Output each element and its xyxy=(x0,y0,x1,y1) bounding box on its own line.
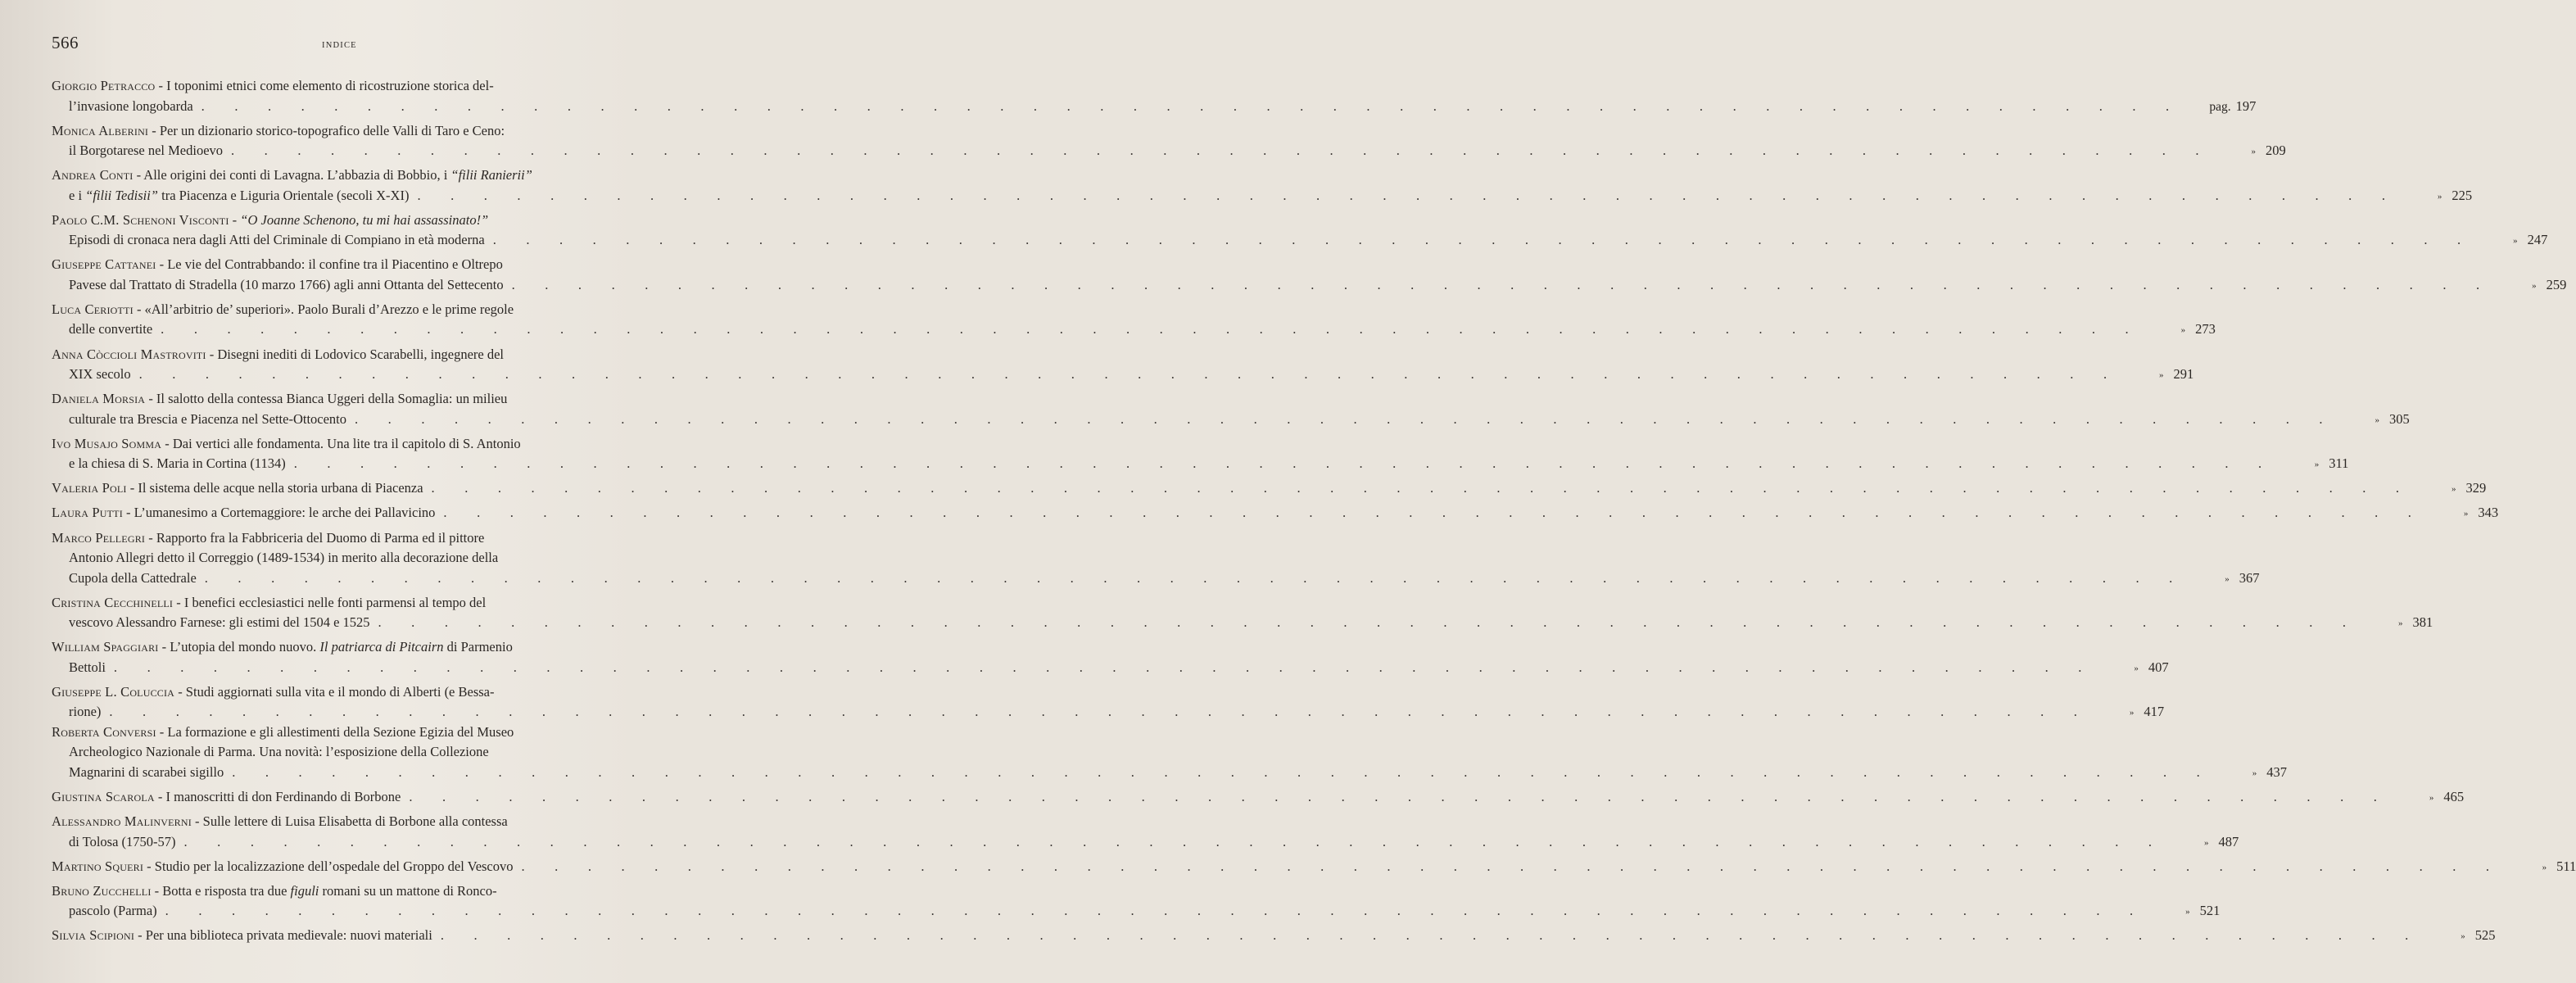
title-text: XIX secolo xyxy=(69,366,131,383)
entry-title: - Sulle lettere di Luisa Elisabetta di Borbone alla contessa xyxy=(195,813,508,829)
page-reference xyxy=(2175,832,2239,854)
entry-line xyxy=(52,548,621,569)
entry-title xyxy=(52,857,514,877)
entry-line xyxy=(52,637,621,658)
toc-entry xyxy=(52,812,2239,852)
entry-author: Alessandro Malinverni xyxy=(52,813,192,829)
entry-line xyxy=(52,658,2169,678)
title-text: vescovo Alessandro Farnese: gli estimi del 1504 e 1525 xyxy=(69,614,370,631)
entry-line xyxy=(52,702,2165,723)
title-text: rione) xyxy=(69,704,102,720)
entry-line xyxy=(52,723,621,743)
entry-author: Anna Còccioli Mastroviti xyxy=(52,346,206,362)
entry-author: Luca Ceriotti xyxy=(52,301,134,317)
entry-author: Ivo Musajo Somma xyxy=(52,435,162,451)
page-number-ref: 417 xyxy=(2144,704,2165,720)
entry-title xyxy=(52,503,435,523)
toc-entry xyxy=(52,637,2169,677)
entry-title xyxy=(69,613,370,633)
entry-title xyxy=(69,410,346,430)
entry-title xyxy=(52,926,432,946)
entry-line xyxy=(52,300,621,320)
entry-line xyxy=(52,141,2286,161)
toc-entry xyxy=(52,255,2567,295)
dot-leader: . . . . . . . . . . . . . . . . . . . . . . . . . . . . . . . . . . . . . . . . . . . . . . . . . . . . . . . . . . . . xyxy=(492,232,2474,248)
table-of-contents xyxy=(52,76,2576,950)
title-text: di Parmenio xyxy=(443,639,513,655)
page-reference xyxy=(2512,857,2576,879)
ditto-mark: » xyxy=(2252,768,2257,778)
entry-author: Bruno Zucchelli xyxy=(52,882,152,899)
entry-title xyxy=(69,658,106,678)
entry-line xyxy=(52,365,2194,385)
dot-leader: . . . . . . . . . . . . . . . . . . . . . . . . . . . . . . . . . . . . . . . . . . . . . . . . . . . . . . . . . . . . xyxy=(511,276,2493,292)
entry-line xyxy=(52,275,2567,296)
toc-entry xyxy=(52,682,2165,723)
entry-title: - I benefici ecclesiastici nelle fonti parmensi al tempo del xyxy=(176,594,487,610)
page-number-ref: 407 xyxy=(2148,659,2169,675)
entry-line xyxy=(52,454,2349,474)
page-reference xyxy=(2400,787,2464,809)
ditto-mark: » xyxy=(2542,862,2547,872)
toc-entry xyxy=(52,76,2257,116)
page-number-ref: 259 xyxy=(2546,276,2567,292)
title-text: Bettoli xyxy=(69,659,106,675)
title-text: tra Piacenza e Liguria Orientale (secoli X-XI) xyxy=(157,187,410,203)
toc-entry xyxy=(52,300,2216,340)
entry-line xyxy=(52,389,621,410)
entry-line xyxy=(52,832,2239,853)
page-number-ref: 247 xyxy=(2527,232,2548,248)
dot-leader: . . . . . . . . . . . . . . . . . . . . . . . . . . . . . . . . . . . . . . . . . . . . . . . . . . . . . . . . . . . . xyxy=(409,788,2391,804)
page-reference xyxy=(2100,702,2164,724)
toc-entry xyxy=(52,478,2487,499)
page-number-ref: 487 xyxy=(2218,833,2239,849)
toc-entry xyxy=(52,528,2260,589)
dot-leader: . . . . . . . . . . . . . . . . . . . . . . . . . . . . . . . . . . . . . . . . . . . . . . . . . . . . . . . . . . . . xyxy=(161,321,2142,337)
title-text: - L’utopia del mondo nuovo. xyxy=(161,639,320,655)
entry-title xyxy=(69,365,131,385)
title-text: - Il sistema delle acque nella storia urbana di Piacenza xyxy=(129,480,423,496)
dot-leader: . . . . . . . . . . . . . . . . . . . . . . . . . . . . . . . . . . . . . . . . . . . . . . . . . . . . . . . . . . . . xyxy=(355,410,2336,427)
entry-line xyxy=(52,593,621,614)
toc-entry xyxy=(52,165,2473,206)
entry-author: Andrea Conti xyxy=(52,167,134,183)
entry-title: - «All’arbitrio de’ superiori». Paolo Burali d’Arezzo e le prime regole xyxy=(136,301,514,317)
toc-entry xyxy=(52,121,2286,161)
entry-author: Paolo C.M. Schenoni Visconti xyxy=(52,211,229,228)
page-number: 566 xyxy=(52,33,79,52)
entry-line xyxy=(52,742,621,763)
title-text: e la chiesa di S. Maria in Cortina (1134) xyxy=(69,455,286,472)
ditto-mark: » xyxy=(2251,147,2256,157)
toc-entry xyxy=(52,211,2548,251)
page-number-ref: 209 xyxy=(2265,143,2286,159)
running-head: INDICE xyxy=(322,41,357,50)
page-number-ref: 197 xyxy=(2235,97,2257,114)
page-reference xyxy=(2434,503,2498,525)
page-header xyxy=(52,33,642,57)
entry-line xyxy=(52,901,2221,922)
ditto-mark: » xyxy=(2225,573,2230,584)
page-reference xyxy=(2192,97,2256,118)
title-italic: figuli xyxy=(290,882,319,899)
ditto-mark: » xyxy=(2375,414,2379,425)
page-reference xyxy=(2408,186,2472,208)
title-text: Cupola della Cattedrale xyxy=(69,569,197,586)
ditto-mark: » xyxy=(2451,484,2456,495)
entry-author: Daniela Morsia xyxy=(52,391,146,407)
toc-entry xyxy=(52,345,2194,385)
title-italic: Il patriarca di Pitcairn xyxy=(319,639,444,655)
entry-line xyxy=(52,763,2287,783)
ditto-mark: » xyxy=(2180,325,2186,336)
ditto-mark: » xyxy=(2159,370,2164,381)
entry-title: Archeologico Nazionale di Parma. Una novità: l’esposizione della Collezione xyxy=(69,744,489,760)
entry-author: Giustina Scarola xyxy=(52,788,155,804)
page-reference xyxy=(2130,365,2193,387)
entry-author: Roberta Conversi xyxy=(52,723,156,740)
dot-leader: . . . . . . . . . . . . . . . . . . . . . . . . . . . . . . . . . . . . . . . . . . . . . . . . . . . . . . . . . . . . xyxy=(443,505,2425,521)
title-text: pascolo (Parma) xyxy=(69,903,157,919)
dot-leader: . . . . . . . . . . . . . . . . . . . . . . . . . . . . . . . . . . . . . . . . . . . . . . . . . . . . . . . . . . . . xyxy=(431,480,2413,496)
entry-line xyxy=(52,503,2499,523)
toc-entry xyxy=(52,389,2410,429)
entry-title xyxy=(69,763,224,783)
title-italic: “O Joanne Schenono, tu mi hai assassinato!” xyxy=(240,211,489,228)
title-text: Episodi di cronaca nera dagli Atti del Criminale di Compiano in età moderna xyxy=(69,232,485,248)
title-text: delle convertite xyxy=(69,321,153,337)
entry-author: Martino Squeri xyxy=(52,858,144,874)
dot-leader: . . . . . . . . . . . . . . . . . . . . . . . . . . . . . . . . . . . . . . . . . . . . . . . . . . . . . . . . . . . . xyxy=(440,927,2422,944)
entry-line xyxy=(52,613,2433,633)
entry-title xyxy=(69,454,286,474)
entry-line xyxy=(52,528,621,549)
entry-line xyxy=(52,926,2496,946)
entry-line xyxy=(52,211,621,231)
title-text: - xyxy=(232,211,241,228)
entry-title xyxy=(69,702,101,723)
ditto-mark: » xyxy=(2203,837,2209,848)
toc-entry xyxy=(52,593,2433,633)
dot-leader: . . . . . . . . . . . . . . . . . . . . . . . . . . . . . . . . . . . . . . . . . . . . . . . . . . . . . . . . . . . . xyxy=(109,704,2091,720)
dot-leader: . . . . . . . . . . . . . . . . . . . . . . . . . . . . . . . . . . . . . . . . . . . . . . . . . . . . . . . . . . . . xyxy=(204,569,2186,586)
entry-title: - Studi aggiornati sulla vita e il mondo di Alberti (e Bessa- xyxy=(178,683,495,700)
page-number-ref: 225 xyxy=(2452,187,2473,203)
title-text: romani su un mattone di Ronco- xyxy=(319,882,497,899)
page-number-ref: 291 xyxy=(2173,366,2194,383)
dot-leader: . . . . . . . . . . . . . . . . . . . . . . . . . . . . . . . . . . . . . . . . . . . . . . . . . . . . . . . . . . . . xyxy=(521,858,2503,874)
entry-title xyxy=(69,569,197,589)
entry-author: Giuseppe L. Coluccia xyxy=(52,683,175,700)
page-number-ref: 521 xyxy=(2199,903,2221,919)
title-text: Pavese dal Trattato di Stradella (10 marzo 1766) agli anni Ottanta del Settecento xyxy=(69,276,504,292)
ditto-mark: » xyxy=(2437,191,2442,202)
ditto-mark: » xyxy=(2134,663,2139,673)
ditto-mark: » xyxy=(2129,708,2135,718)
title-italic: “filii Ranierii” xyxy=(450,167,532,183)
title-text: Magnarini di scarabei sigillo xyxy=(69,763,224,780)
entry-line xyxy=(52,255,621,275)
entry-line xyxy=(52,569,2260,589)
entry-author: Monica Alberini xyxy=(52,122,149,138)
title-text: - Botta e risposta tra due xyxy=(154,882,291,899)
ditto-mark: » xyxy=(2429,792,2434,803)
entry-author: Giorgio Petracco xyxy=(52,78,156,93)
entry-title: - Il salotto della contessa Bianca Uggeri della Somaglia: un milieu xyxy=(148,391,508,407)
entry-author: Laura Putti xyxy=(52,505,123,521)
dot-leader: . . . . . . . . . . . . . . . . . . . . . . . . . . . . . . . . . . . . . . . . . . . . . . . . . . . . . . . . . . . . xyxy=(183,833,2166,849)
entry-line xyxy=(52,186,2473,206)
page-number-ref: 367 xyxy=(2239,569,2260,586)
entry-title xyxy=(69,319,152,340)
title-text: di Tolosa (1750-57) xyxy=(69,833,176,849)
dot-leader: . . . . . . . . . . . . . . . . . . . . . . . . . . . . . . . . . . . . . . . . . . . . . . . . . . . . . . . . . . . . xyxy=(201,97,2183,114)
page-number-ref: 343 xyxy=(2478,505,2499,521)
page-reference xyxy=(2105,658,2169,680)
dot-leader: . . . . . . . . . . . . . . . . . . . . . . . . . . . . . . . . . . . . . . . . . . . . . . . . . . . . . . . . . . . . xyxy=(417,187,2399,203)
dot-leader: . . . . . . . . . . . . . . . . . . . . . . . . . . . . . . . . . . . . . . . . . . . . . . . . . . . . . . . . . . . . xyxy=(231,143,2212,159)
page-number-ref: 305 xyxy=(2388,410,2410,427)
ditto-mark: » xyxy=(2513,236,2518,247)
title-text: e i xyxy=(69,187,86,203)
toc-entry xyxy=(52,881,2221,922)
entry-line xyxy=(52,812,621,832)
dot-leader: . . . . . . . . . . . . . . . . . . . . . . . . . . . . . . . . . . . . . . . . . . . . . . . . . . . . . . . . . . . . xyxy=(165,903,2147,919)
page-number-ref: 329 xyxy=(2465,480,2487,496)
entry-line xyxy=(52,345,621,365)
entry-line xyxy=(52,857,2576,877)
entry-line xyxy=(52,434,621,455)
entry-author: Cristina Cecchinelli xyxy=(52,594,174,610)
page-prefix: pag. xyxy=(2209,99,2231,114)
title-text: il Borgotarese nel Medioevo xyxy=(69,143,224,159)
toc-entry xyxy=(52,503,2499,523)
title-text: l’invasione longobarda xyxy=(69,97,193,114)
entry-title: - Per un dizionario storico-topografico delle Valli di Taro e Ceno: xyxy=(152,122,505,138)
entry-title: - Rapporto fra la Fabbriceria del Duomo di Parma ed il pittore xyxy=(148,529,485,546)
ditto-mark: » xyxy=(2532,280,2537,291)
entry-author: William Spaggiari xyxy=(52,639,159,655)
entry-author: Valeria Poli xyxy=(52,480,127,496)
page-number-ref: 381 xyxy=(2412,614,2433,631)
entry-title xyxy=(69,275,504,296)
page-reference xyxy=(2222,141,2286,163)
ditto-mark: » xyxy=(2185,907,2190,917)
entry-line xyxy=(52,478,2487,499)
entry-title: - Le vie del Contrabbando: il confine tra il Piacentino e Oltrepo xyxy=(159,256,503,273)
page-reference xyxy=(2483,230,2547,252)
dot-leader: . . . . . . . . . . . . . . . . . . . . . . . . . . . . . . . . . . . . . . . . . . . . . . . . . . . . . . . . . . . . xyxy=(232,763,2213,780)
ditto-mark: » xyxy=(2397,618,2403,629)
page-reference xyxy=(2369,613,2433,635)
page-reference xyxy=(2156,901,2220,923)
entry-title xyxy=(52,787,401,808)
entry-title xyxy=(69,230,485,251)
entry-title: - Dai vertici alle fondamenta. Una lite tra il capitolo di S. Antonio xyxy=(165,435,521,451)
entry-line xyxy=(52,787,2465,808)
page-reference xyxy=(2346,410,2410,432)
entry-line xyxy=(52,97,2257,117)
ditto-mark: » xyxy=(2463,509,2469,519)
toc-entry xyxy=(52,857,2576,877)
entry-title: Antonio Allegri detto il Correggio (1489-1534) in merito alla decorazione della xyxy=(69,550,499,566)
entry-title: - I toponimi etnici come elemento di ricostruzione storica del- xyxy=(158,78,494,93)
entry-line xyxy=(52,682,621,703)
page-reference xyxy=(2432,926,2496,948)
entry-author: Silvia Scipioni xyxy=(52,927,135,944)
entry-line xyxy=(52,230,2548,251)
entry-title: - La formazione e gli allestimenti della Sezione Egizia del Museo xyxy=(159,723,514,740)
entry-title xyxy=(69,186,409,206)
entry-line xyxy=(52,319,2216,340)
page-number-ref: 311 xyxy=(2329,455,2349,472)
title-text: - Alle origini dei conti di Lavagna. L’abbazia di Bobbio, i xyxy=(136,167,451,183)
entry-author: Marco Pellegri xyxy=(52,529,146,546)
dot-leader: . . . . . . . . . . . . . . . . . . . . . . . . . . . . . . . . . . . . . . . . . . . . . . . . . . . . . . . . . . . . xyxy=(113,659,2095,675)
toc-entry xyxy=(52,434,2349,474)
toc-entry xyxy=(52,787,2465,808)
page-number-ref: 273 xyxy=(2195,321,2216,337)
page-reference xyxy=(2284,454,2348,476)
title-text: culturale tra Brescia e Piacenza nel Sette-Ottocento xyxy=(69,410,347,427)
entry-line xyxy=(52,410,2410,430)
page-number-ref: 511 xyxy=(2556,858,2576,874)
page-number-ref: 465 xyxy=(2443,788,2465,804)
entry-line xyxy=(52,165,621,186)
page-reference xyxy=(2195,569,2259,591)
ditto-mark: » xyxy=(2461,931,2465,942)
page-number-ref: 525 xyxy=(2474,927,2496,944)
ditto-mark: » xyxy=(2314,460,2320,470)
page-reference xyxy=(2152,319,2216,342)
toc-entry xyxy=(52,723,2287,783)
dot-leader: . . . . . . . . . . . . . . . . . . . . . . . . . . . . . . . . . . . . . . . . . . . . . . . . . . . . . . . . . . . . xyxy=(378,614,2360,631)
title-text: - Per una biblioteca privata medievale: nuovi materiali xyxy=(138,927,432,944)
entry-title: - Disegni inediti di Lodovico Scarabelli, ingegnere del xyxy=(209,346,504,362)
entry-title xyxy=(69,141,223,161)
title-italic: “filii Tedisii” xyxy=(85,187,158,203)
entry-title xyxy=(69,832,176,853)
title-text: - L’umanesimo a Cortemaggiore: le arche dei Pallavicino xyxy=(126,505,436,521)
title-text: - Studio per la localizzazione dell’ospedale del Groppo del Vescovo xyxy=(147,858,514,874)
page-reference xyxy=(2502,275,2566,297)
dot-leader: . . . . . . . . . . . . . . . . . . . . . . . . . . . . . . . . . . . . . . . . . . . . . . . . . . . . . . . . . . . . xyxy=(138,366,2121,383)
page-reference xyxy=(2422,478,2486,501)
page-reference xyxy=(2223,763,2287,785)
entry-author: Giuseppe Cattanei xyxy=(52,256,156,273)
entry-line xyxy=(52,121,621,142)
dot-leader: . . . . . . . . . . . . . . . . . . . . . . . . . . . . . . . . . . . . . . . . . . . . . . . . . . . . . . . . . . . . xyxy=(293,455,2275,472)
page-number-ref: 437 xyxy=(2266,763,2287,780)
title-text: - I manoscritti di don Ferdinando di Borbone xyxy=(157,788,401,804)
entry-title xyxy=(69,97,193,117)
entry-line xyxy=(52,76,621,97)
toc-entry xyxy=(52,926,2496,946)
entry-title xyxy=(52,478,423,499)
entry-title xyxy=(69,901,157,922)
entry-line xyxy=(52,881,621,902)
